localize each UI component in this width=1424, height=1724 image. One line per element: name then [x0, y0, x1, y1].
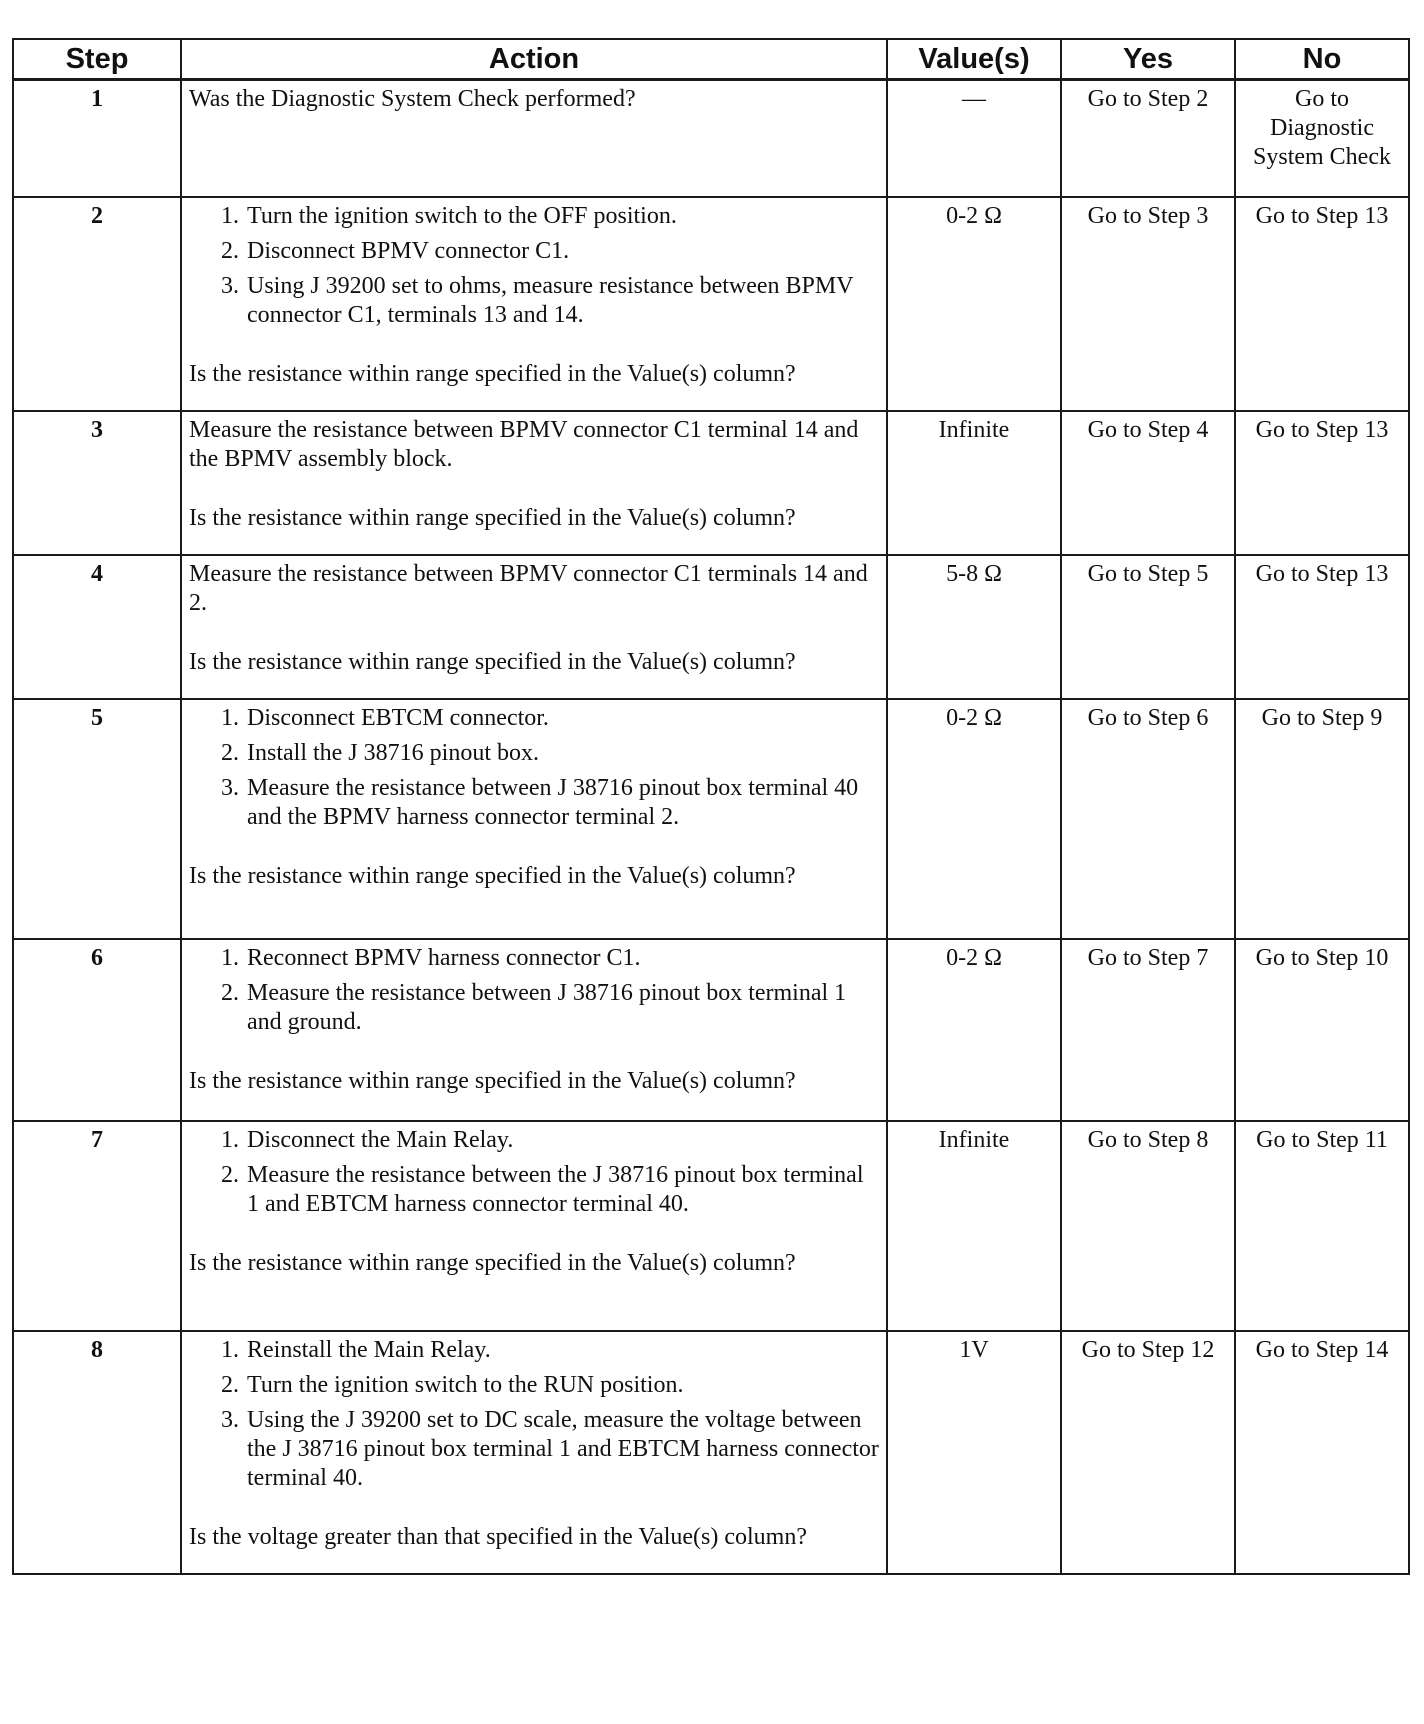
- action-step-item: 3. Using J 39200 set to ohms, measure resistance between BPMV connector C1, terminals 13 and 14.: [245, 272, 879, 330]
- value-cell: 1V: [887, 1331, 1061, 1574]
- action-text: Was the Diagnostic System Check performed?: [189, 86, 636, 112]
- header-row: [13, 39, 1409, 80]
- yes-cell: Go to Step 12: [1061, 1331, 1235, 1574]
- no-cell: Go to Step 14: [1235, 1331, 1409, 1574]
- action-step-item: 3. Using the J 39200 set to DC scale, measure the voltage between the J 38716 pinout box terminal 1 and EBTCM harness connector terminal 40.: [245, 1406, 879, 1493]
- step-number: 7: [13, 1121, 181, 1331]
- yes-cell: Go to Step 6: [1061, 699, 1235, 939]
- header-yes: Yes: [1061, 39, 1235, 80]
- table-row: [13, 80, 1409, 197]
- step-number: 8: [13, 1331, 181, 1574]
- no-cell: Go to Diagnostic System Check: [1235, 80, 1409, 197]
- action-steps-list: [189, 1126, 879, 1219]
- value-cell: 0-2 Ω: [887, 197, 1061, 411]
- action-cell: [181, 939, 887, 1121]
- yes-cell: Go to Step 8: [1061, 1121, 1235, 1331]
- action-steps-list: [189, 704, 879, 832]
- action-text: Measure the resistance between BPMV connector C1 terminals 14 and 2.: [189, 560, 868, 616]
- action-step-item: 2. Measure the resistance between the J 38716 pinout box terminal 1 and EBTCM harness connector terminal 40.: [245, 1161, 879, 1219]
- no-cell: Go to Step 10: [1235, 939, 1409, 1121]
- action-step-item: 1. Disconnect EBTCM connector.: [245, 704, 879, 733]
- action-text: Measure the resistance between BPMV connector C1 terminal 14 and the BPMV assembly block.: [189, 416, 859, 472]
- diagnostic-document: [12, 38, 1408, 1575]
- yes-cell: Go to Step 7: [1061, 939, 1235, 1121]
- action-question: Is the resistance within range specified in the Value(s) column?: [189, 862, 796, 889]
- action-cell: [181, 411, 887, 555]
- diagnostic-table: [12, 38, 1410, 1575]
- step-number: 3: [13, 411, 181, 555]
- no-cell: Go to Step 13: [1235, 411, 1409, 555]
- action-step-item: 1. Turn the ignition switch to the OFF position.: [245, 202, 879, 231]
- action-step-item: 2. Measure the resistance between J 38716 pinout box terminal 1 and ground.: [245, 979, 879, 1037]
- no-cell: Go to Step 13: [1235, 197, 1409, 411]
- action-question: Is the voltage greater than that specified in the Value(s) column?: [189, 1523, 807, 1550]
- yes-cell: Go to Step 5: [1061, 555, 1235, 699]
- yes-cell: Go to Step 3: [1061, 197, 1235, 411]
- table-row: [13, 1331, 1409, 1574]
- table-row: [13, 699, 1409, 939]
- value-cell: Infinite: [887, 411, 1061, 555]
- value-cell: 5-8 Ω: [887, 555, 1061, 699]
- action-steps-list: [189, 1336, 879, 1493]
- action-question: Is the resistance within range specified in the Value(s) column?: [189, 1249, 796, 1276]
- action-cell: [181, 555, 887, 699]
- table-body: [13, 80, 1409, 1574]
- action-question: Is the resistance within range specified in the Value(s) column?: [189, 504, 796, 531]
- action-steps-list: [189, 944, 879, 1037]
- header-no: No: [1235, 39, 1409, 80]
- table-row: [13, 555, 1409, 699]
- action-cell: [181, 699, 887, 939]
- action-step-item: 2. Disconnect BPMV connector C1.: [245, 237, 879, 266]
- table-row: [13, 411, 1409, 555]
- action-cell: [181, 197, 887, 411]
- action-question: Is the resistance within range specified in the Value(s) column?: [189, 1067, 796, 1094]
- action-step-item: 1. Reconnect BPMV harness connector C1.: [245, 944, 879, 973]
- action-steps-list: [189, 202, 879, 330]
- action-step-item: 2. Turn the ignition switch to the RUN position.: [245, 1371, 879, 1400]
- step-number: 4: [13, 555, 181, 699]
- action-cell: [181, 1121, 887, 1331]
- yes-cell: Go to Step 4: [1061, 411, 1235, 555]
- value-cell: —: [887, 80, 1061, 197]
- action-question: Is the resistance within range specified in the Value(s) column?: [189, 648, 796, 675]
- value-cell: Infinite: [887, 1121, 1061, 1331]
- no-cell: Go to Step 9: [1235, 699, 1409, 939]
- action-step-item: 3. Measure the resistance between J 38716 pinout box terminal 40 and the BPMV harness connector terminal 2.: [245, 774, 879, 832]
- step-number: 5: [13, 699, 181, 939]
- value-cell: 0-2 Ω: [887, 699, 1061, 939]
- yes-cell: Go to Step 2: [1061, 80, 1235, 197]
- header-values: Value(s): [887, 39, 1061, 80]
- step-number: 2: [13, 197, 181, 411]
- no-cell: Go to Step 13: [1235, 555, 1409, 699]
- table-row: [13, 1121, 1409, 1331]
- action-step-item: 2. Install the J 38716 pinout box.: [245, 739, 879, 768]
- no-cell: Go to Step 11: [1235, 1121, 1409, 1331]
- step-number: 6: [13, 939, 181, 1121]
- value-cell: 0-2 Ω: [887, 939, 1061, 1121]
- header-action: Action: [181, 39, 887, 80]
- table-row: [13, 197, 1409, 411]
- table-row: [13, 939, 1409, 1121]
- action-step-item: 1. Reinstall the Main Relay.: [245, 1336, 879, 1365]
- step-number: 1: [13, 80, 181, 197]
- action-cell: [181, 1331, 887, 1574]
- action-cell: [181, 80, 887, 197]
- header-step: Step: [13, 39, 181, 80]
- action-question: Is the resistance within range specified in the Value(s) column?: [189, 360, 796, 387]
- action-step-item: 1. Disconnect the Main Relay.: [245, 1126, 879, 1155]
